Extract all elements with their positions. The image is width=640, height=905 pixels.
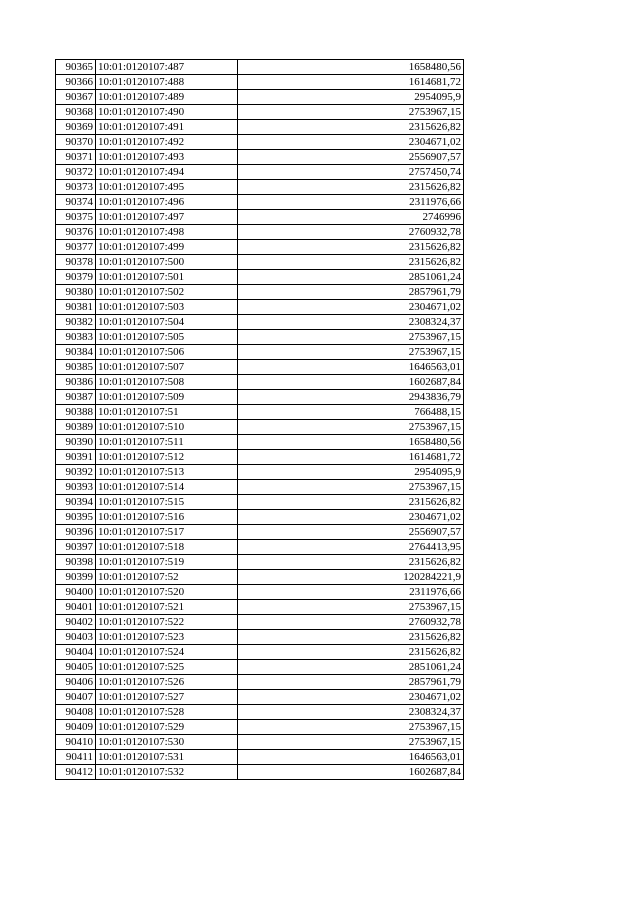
row-number-cell: 90409 xyxy=(56,720,96,735)
cadastral-value-cell: 2315626,82 xyxy=(238,645,464,660)
cadastral-number-cell: 10:01:0120107:530 xyxy=(96,735,238,750)
table-row xyxy=(56,330,464,345)
cadastre-value-table xyxy=(55,59,464,780)
cadastral-value-cell: 766488,15 xyxy=(238,405,464,420)
cadastral-value-cell: 1658480,56 xyxy=(238,60,464,75)
cadastral-value-cell: 2315626,82 xyxy=(238,180,464,195)
cadastral-value-cell: 2757450,74 xyxy=(238,165,464,180)
cadastral-number-cell: 10:01:0120107:495 xyxy=(96,180,238,195)
cadastral-number-cell: 10:01:0120107:503 xyxy=(96,300,238,315)
row-number-cell: 90399 xyxy=(56,570,96,585)
row-number-cell: 90367 xyxy=(56,90,96,105)
row-number-cell: 90366 xyxy=(56,75,96,90)
table-row xyxy=(56,510,464,525)
cadastral-number-cell: 10:01:0120107:518 xyxy=(96,540,238,555)
cadastral-number-cell: 10:01:0120107:507 xyxy=(96,360,238,375)
row-number-cell: 90410 xyxy=(56,735,96,750)
cadastral-number-cell: 10:01:0120107:519 xyxy=(96,555,238,570)
cadastral-number-cell: 10:01:0120107:499 xyxy=(96,240,238,255)
row-number-cell: 90403 xyxy=(56,630,96,645)
table-row xyxy=(56,435,464,450)
table-row xyxy=(56,375,464,390)
cadastral-value-cell: 2308324,37 xyxy=(238,705,464,720)
row-number-cell: 90408 xyxy=(56,705,96,720)
table-row xyxy=(56,585,464,600)
cadastral-number-cell: 10:01:0120107:494 xyxy=(96,165,238,180)
table-row xyxy=(56,555,464,570)
row-number-cell: 90382 xyxy=(56,315,96,330)
row-number-cell: 90412 xyxy=(56,765,96,780)
cadastral-value-cell: 2943836,79 xyxy=(238,390,464,405)
row-number-cell: 90381 xyxy=(56,300,96,315)
cadastral-value-cell: 2954095,9 xyxy=(238,90,464,105)
table-row xyxy=(56,90,464,105)
cadastral-value-cell: 1602687,84 xyxy=(238,375,464,390)
table-row xyxy=(56,390,464,405)
cadastral-value-cell: 2304671,02 xyxy=(238,510,464,525)
cadastral-value-cell: 2753967,15 xyxy=(238,720,464,735)
row-number-cell: 90365 xyxy=(56,60,96,75)
row-number-cell: 90396 xyxy=(56,525,96,540)
table-row xyxy=(56,450,464,465)
cadastral-value-cell: 2556907,57 xyxy=(238,525,464,540)
cadastral-number-cell: 10:01:0120107:500 xyxy=(96,255,238,270)
cadastral-value-cell: 1602687,84 xyxy=(238,765,464,780)
cadastral-value-cell: 1658480,56 xyxy=(238,435,464,450)
cadastral-value-cell: 2753967,15 xyxy=(238,735,464,750)
row-number-cell: 90386 xyxy=(56,375,96,390)
cadastral-number-cell: 10:01:0120107:520 xyxy=(96,585,238,600)
cadastral-number-cell: 10:01:0120107:521 xyxy=(96,600,238,615)
cadastral-number-cell: 10:01:0120107:509 xyxy=(96,390,238,405)
table-row xyxy=(56,255,464,270)
cadastral-value-cell: 2753967,15 xyxy=(238,600,464,615)
table-row xyxy=(56,120,464,135)
row-number-cell: 90406 xyxy=(56,675,96,690)
cadastral-number-cell: 10:01:0120107:490 xyxy=(96,105,238,120)
row-number-cell: 90394 xyxy=(56,495,96,510)
cadastral-number-cell: 10:01:0120107:516 xyxy=(96,510,238,525)
cadastral-number-cell: 10:01:0120107:491 xyxy=(96,120,238,135)
table-row xyxy=(56,195,464,210)
cadastral-value-cell: 2857961,79 xyxy=(238,285,464,300)
cadastral-value-cell: 2746996 xyxy=(238,210,464,225)
table-row xyxy=(56,690,464,705)
cadastral-value-cell: 1614681,72 xyxy=(238,75,464,90)
table-row xyxy=(56,675,464,690)
cadastral-number-cell: 10:01:0120107:523 xyxy=(96,630,238,645)
table-row xyxy=(56,150,464,165)
row-number-cell: 90393 xyxy=(56,480,96,495)
cadastral-number-cell: 10:01:0120107:526 xyxy=(96,675,238,690)
cadastral-number-cell: 10:01:0120107:493 xyxy=(96,150,238,165)
table-row xyxy=(56,420,464,435)
cadastral-number-cell: 10:01:0120107:505 xyxy=(96,330,238,345)
row-number-cell: 90392 xyxy=(56,465,96,480)
row-number-cell: 90368 xyxy=(56,105,96,120)
cadastral-value-cell: 1646563,01 xyxy=(238,750,464,765)
cadastral-number-cell: 10:01:0120107:496 xyxy=(96,195,238,210)
table-row xyxy=(56,405,464,420)
row-number-cell: 90375 xyxy=(56,210,96,225)
cadastral-number-cell: 10:01:0120107:512 xyxy=(96,450,238,465)
cadastral-number-cell: 10:01:0120107:529 xyxy=(96,720,238,735)
row-number-cell: 90378 xyxy=(56,255,96,270)
cadastral-value-cell: 2304671,02 xyxy=(238,690,464,705)
row-number-cell: 90370 xyxy=(56,135,96,150)
cadastral-value-cell: 2315626,82 xyxy=(238,240,464,255)
table-row xyxy=(56,225,464,240)
row-number-cell: 90377 xyxy=(56,240,96,255)
cadastral-value-cell: 2311976,66 xyxy=(238,585,464,600)
cadastral-number-cell: 10:01:0120107:531 xyxy=(96,750,238,765)
table-row xyxy=(56,165,464,180)
cadastral-value-cell: 2753967,15 xyxy=(238,480,464,495)
row-number-cell: 90390 xyxy=(56,435,96,450)
table-row xyxy=(56,720,464,735)
cadastral-number-cell: 10:01:0120107:492 xyxy=(96,135,238,150)
cadastral-number-cell: 10:01:0120107:51 xyxy=(96,405,238,420)
row-number-cell: 90405 xyxy=(56,660,96,675)
cadastral-number-cell: 10:01:0120107:515 xyxy=(96,495,238,510)
cadastral-value-cell: 2315626,82 xyxy=(238,255,464,270)
row-number-cell: 90387 xyxy=(56,390,96,405)
cadastral-number-cell: 10:01:0120107:501 xyxy=(96,270,238,285)
row-number-cell: 90374 xyxy=(56,195,96,210)
cadastral-number-cell: 10:01:0120107:487 xyxy=(96,60,238,75)
cadastral-number-cell: 10:01:0120107:513 xyxy=(96,465,238,480)
table-row xyxy=(56,75,464,90)
cadastral-value-cell: 2753967,15 xyxy=(238,345,464,360)
cadastral-value-cell: 2760932,78 xyxy=(238,615,464,630)
cadastral-number-cell: 10:01:0120107:497 xyxy=(96,210,238,225)
row-number-cell: 90391 xyxy=(56,450,96,465)
row-number-cell: 90397 xyxy=(56,540,96,555)
table-row xyxy=(56,540,464,555)
cadastral-value-cell: 2556907,57 xyxy=(238,150,464,165)
row-number-cell: 90376 xyxy=(56,225,96,240)
table-row xyxy=(56,285,464,300)
table-row xyxy=(56,300,464,315)
cadastral-value-cell: 2851061,24 xyxy=(238,270,464,285)
cadastral-value-cell: 2308324,37 xyxy=(238,315,464,330)
cadastral-value-cell: 2764413,95 xyxy=(238,540,464,555)
cadastral-number-cell: 10:01:0120107:489 xyxy=(96,90,238,105)
cadastral-number-cell: 10:01:0120107:528 xyxy=(96,705,238,720)
table-row xyxy=(56,270,464,285)
row-number-cell: 90383 xyxy=(56,330,96,345)
cadastral-value-cell: 2760932,78 xyxy=(238,225,464,240)
row-number-cell: 90411 xyxy=(56,750,96,765)
cadastral-value-cell: 2315626,82 xyxy=(238,630,464,645)
table-row xyxy=(56,465,464,480)
cadastral-value-cell: 2753967,15 xyxy=(238,105,464,120)
row-number-cell: 90380 xyxy=(56,285,96,300)
row-number-cell: 90385 xyxy=(56,360,96,375)
table-row xyxy=(56,315,464,330)
cadastral-value-cell: 120284221,9 xyxy=(238,570,464,585)
table-row xyxy=(56,570,464,585)
cadastral-value-cell: 2304671,02 xyxy=(238,300,464,315)
table-row xyxy=(56,345,464,360)
table-row xyxy=(56,600,464,615)
row-number-cell: 90388 xyxy=(56,405,96,420)
cadastral-number-cell: 10:01:0120107:504 xyxy=(96,315,238,330)
table-row xyxy=(56,60,464,75)
row-number-cell: 90402 xyxy=(56,615,96,630)
cadastral-number-cell: 10:01:0120107:506 xyxy=(96,345,238,360)
cadastral-number-cell: 10:01:0120107:527 xyxy=(96,690,238,705)
row-number-cell: 90372 xyxy=(56,165,96,180)
cadastral-value-cell: 2304671,02 xyxy=(238,135,464,150)
cadastral-value-cell: 2753967,15 xyxy=(238,420,464,435)
row-number-cell: 90389 xyxy=(56,420,96,435)
cadastral-number-cell: 10:01:0120107:511 xyxy=(96,435,238,450)
row-number-cell: 90404 xyxy=(56,645,96,660)
cadastral-value-cell: 2315626,82 xyxy=(238,555,464,570)
cadastral-number-cell: 10:01:0120107:532 xyxy=(96,765,238,780)
cadastral-value-cell: 1646563,01 xyxy=(238,360,464,375)
cadastral-number-cell: 10:01:0120107:510 xyxy=(96,420,238,435)
table-row xyxy=(56,135,464,150)
cadastral-value-cell: 2857961,79 xyxy=(238,675,464,690)
cadastral-value-cell: 2315626,82 xyxy=(238,120,464,135)
table-row xyxy=(56,630,464,645)
table-row xyxy=(56,705,464,720)
cadastral-number-cell: 10:01:0120107:508 xyxy=(96,375,238,390)
row-number-cell: 90398 xyxy=(56,555,96,570)
cadastral-value-cell: 1614681,72 xyxy=(238,450,464,465)
row-number-cell: 90407 xyxy=(56,690,96,705)
cadastral-number-cell: 10:01:0120107:488 xyxy=(96,75,238,90)
row-number-cell: 90369 xyxy=(56,120,96,135)
table-row xyxy=(56,615,464,630)
table-row xyxy=(56,180,464,195)
row-number-cell: 90401 xyxy=(56,600,96,615)
cadastral-number-cell: 10:01:0120107:517 xyxy=(96,525,238,540)
table-row xyxy=(56,765,464,780)
table-row xyxy=(56,750,464,765)
table-row xyxy=(56,210,464,225)
row-number-cell: 90395 xyxy=(56,510,96,525)
row-number-cell: 90384 xyxy=(56,345,96,360)
table-row xyxy=(56,360,464,375)
table-row xyxy=(56,240,464,255)
table-row xyxy=(56,495,464,510)
cadastral-number-cell: 10:01:0120107:525 xyxy=(96,660,238,675)
cadastral-value-cell: 2954095,9 xyxy=(238,465,464,480)
cadastral-number-cell: 10:01:0120107:498 xyxy=(96,225,238,240)
row-number-cell: 90379 xyxy=(56,270,96,285)
table-row xyxy=(56,480,464,495)
row-number-cell: 90373 xyxy=(56,180,96,195)
cadastral-value-cell: 2311976,66 xyxy=(238,195,464,210)
cadastral-number-cell: 10:01:0120107:502 xyxy=(96,285,238,300)
table-row xyxy=(56,660,464,675)
row-number-cell: 90400 xyxy=(56,585,96,600)
table-body xyxy=(56,60,464,780)
table-row xyxy=(56,105,464,120)
row-number-cell: 90371 xyxy=(56,150,96,165)
table-row xyxy=(56,735,464,750)
cadastral-number-cell: 10:01:0120107:514 xyxy=(96,480,238,495)
cadastral-value-cell: 2753967,15 xyxy=(238,330,464,345)
table-row xyxy=(56,525,464,540)
cadastral-value-cell: 2315626,82 xyxy=(238,495,464,510)
cadastral-value-cell: 2851061,24 xyxy=(238,660,464,675)
cadastral-number-cell: 10:01:0120107:524 xyxy=(96,645,238,660)
cadastral-number-cell: 10:01:0120107:522 xyxy=(96,615,238,630)
table-row xyxy=(56,645,464,660)
cadastral-number-cell: 10:01:0120107:52 xyxy=(96,570,238,585)
